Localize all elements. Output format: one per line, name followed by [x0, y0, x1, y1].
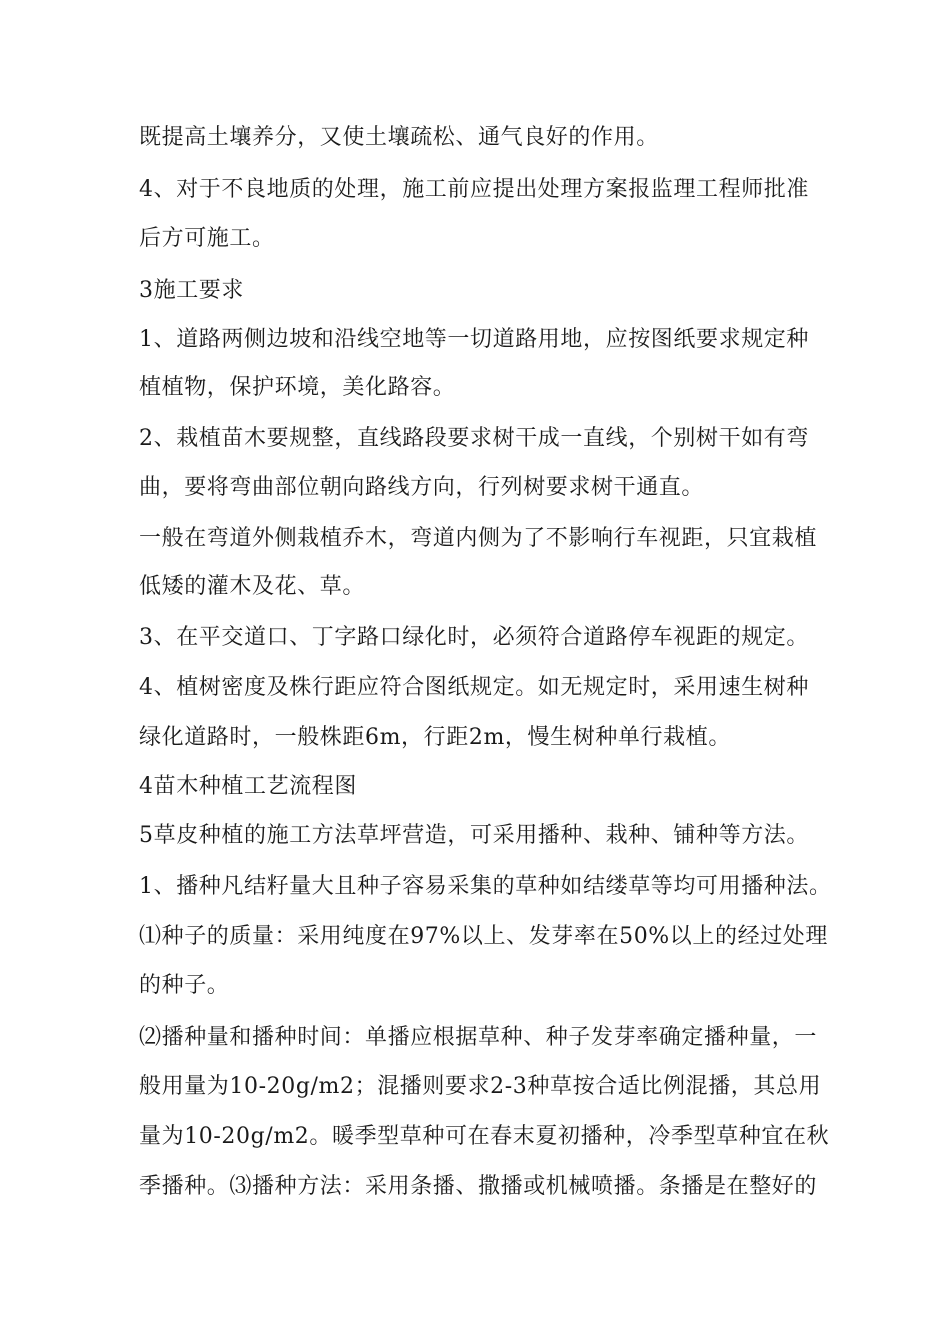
text-line: 1、道路两侧边坡和沿线空地等一切道路用地，应按图纸要求规定种	[139, 327, 809, 352]
text-line: 植植物，保护环境，美化路容。	[139, 375, 456, 400]
text-line: 4、对于不良地质的处理，施工前应提出处理方案报监理工程师批准	[139, 177, 809, 202]
text-line: 一般在弯道外侧栽植乔木，弯道内侧为了不影响行车视距，只宜栽植	[139, 526, 818, 551]
text-line: 低矮的灌木及花、草。	[139, 574, 366, 599]
text-line: 后方可施工。	[139, 226, 275, 251]
text-line: 5草皮种植的施工方法草坪营造，可采用播种、栽种、铺种等方法。	[139, 823, 809, 848]
text-line: 3、在平交道口、丁字路口绿化时，必须符合道路停车视距的规定。	[139, 625, 809, 650]
text-line: ⑵播种量和播种时间：单播应根据草种、种子发芽率确定播种量，一	[139, 1025, 818, 1050]
text-line: 季播种。⑶播种方法：采用条播、撒播或机械喷播。条播是在整好的	[139, 1174, 818, 1199]
text-line: 既提高土壤养分，又使土壤疏松、通气良好的作用。	[139, 125, 659, 150]
section-heading: 4苗木种植工艺流程图	[139, 774, 357, 799]
text-line: 的种子。	[139, 973, 230, 998]
section-heading: 3施工要求	[139, 278, 244, 303]
text-line: ⑴种子的质量：采用纯度在97%以上、发芽率在50%以上的经过处理	[139, 924, 828, 949]
text-line: 2、栽植苗木要规整，直线路段要求树干成一直线，个别树干如有弯	[139, 426, 809, 451]
text-line: 绿化道路时，一般株距6m，行距2m，慢生树种单行栽植。	[139, 725, 731, 750]
text-line: 1、播种凡结籽量大且种子容易采集的草种如结缕草等均可用播种法。	[139, 874, 832, 899]
text-line: 4、植树密度及株行距应符合图纸规定。如无规定时，采用速生树种	[139, 675, 809, 700]
text-line: 量为10-20g/m2。暖季型草种可在春末夏初播种，冷季型草种宜在秋	[139, 1124, 830, 1149]
text-line: 般用量为10-20g/m2；混播则要求2-3种草按合适比例混播，其总用	[139, 1074, 822, 1099]
text-line: 曲，要将弯曲部位朝向路线方向，行列树要求树干通直。	[139, 475, 705, 500]
